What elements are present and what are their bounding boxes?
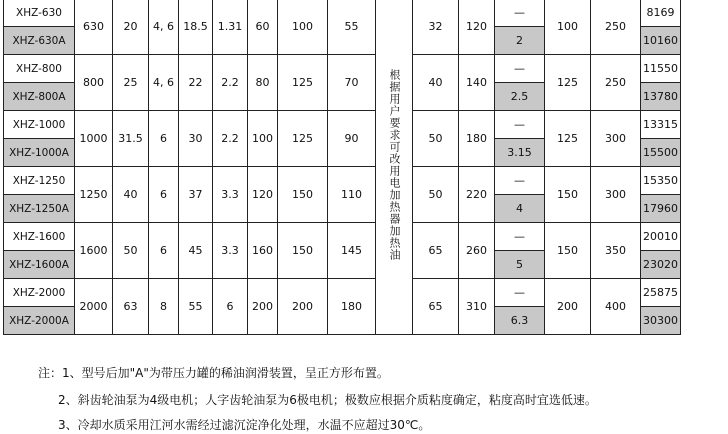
value-cell: 40 — [413, 55, 459, 111]
note-line: 注：1、型号后加"A"为带压力罐的稀油润滑装置，呈正方形布置。 — [38, 366, 389, 380]
value-cell: 110 — [328, 167, 376, 223]
value-cell: 220 — [459, 167, 495, 223]
model-cell: XHZ-1000A — [4, 139, 75, 167]
model-cell: XHZ-630A — [4, 27, 75, 55]
value-cell: 1000 — [75, 111, 113, 167]
value-cell: 310 — [459, 279, 495, 335]
value-cell: 6.3 — [495, 307, 545, 335]
table-row — [4, 223, 681, 251]
value-cell: 25 — [113, 55, 149, 111]
table-row — [4, 55, 681, 83]
value-cell: 65 — [413, 279, 459, 335]
value-cell: 120 — [248, 167, 278, 223]
value-cell: 1600 — [75, 223, 113, 279]
weight-cell: 15500 — [641, 139, 681, 167]
value-cell: 22 — [179, 55, 213, 111]
value-cell: — — [495, 55, 545, 83]
value-cell: — — [495, 111, 545, 139]
value-cell: 90 — [328, 111, 376, 167]
value-cell: 160 — [248, 223, 278, 279]
side-note-text: 根据用户要求可改用电加热器加热油 — [388, 69, 401, 261]
value-cell: 120 — [459, 0, 495, 55]
value-cell: 4, 6 — [149, 55, 179, 111]
value-cell: 260 — [459, 223, 495, 279]
value-cell: 150 — [545, 223, 591, 279]
weight-cell: 13780 — [641, 83, 681, 111]
value-cell: 150 — [545, 167, 591, 223]
value-cell: 125 — [545, 111, 591, 167]
value-cell: 18.5 — [179, 0, 213, 55]
model-cell: XHZ-1000 — [4, 111, 75, 139]
value-cell: 40 — [113, 167, 149, 223]
value-cell: 800 — [75, 55, 113, 111]
value-cell: 4, 6 — [149, 0, 179, 55]
value-cell: 150 — [278, 167, 328, 223]
value-cell: 70 — [328, 55, 376, 111]
value-cell: 200 — [545, 279, 591, 335]
value-cell: 125 — [545, 55, 591, 111]
value-cell: 2000 — [75, 279, 113, 335]
value-cell: 2.5 — [495, 83, 545, 111]
spec-table — [3, 0, 681, 335]
value-cell: 100 — [545, 0, 591, 55]
value-cell: 3.3 — [213, 167, 248, 223]
value-cell: 45 — [179, 223, 213, 279]
value-cell: 300 — [591, 167, 641, 223]
value-cell: 55 — [179, 279, 213, 335]
value-cell: 6 — [213, 279, 248, 335]
value-cell: 125 — [278, 111, 328, 167]
value-cell: 2 — [495, 27, 545, 55]
weight-cell: 10160 — [641, 27, 681, 55]
value-cell: 32 — [413, 0, 459, 55]
value-cell: 2.2 — [213, 55, 248, 111]
value-cell: 50 — [113, 223, 149, 279]
value-cell: 6 — [149, 223, 179, 279]
value-cell: 250 — [591, 55, 641, 111]
model-cell: XHZ-2000A — [4, 307, 75, 335]
value-cell: — — [495, 223, 545, 251]
side-note-cell — [376, 0, 413, 335]
model-cell: XHZ-1600A — [4, 251, 75, 279]
value-cell: 100 — [248, 111, 278, 167]
value-cell: 2.2 — [213, 111, 248, 167]
model-cell: XHZ-1600 — [4, 223, 75, 251]
value-cell: 55 — [328, 0, 376, 55]
value-cell: 65 — [413, 223, 459, 279]
value-cell: 5 — [495, 251, 545, 279]
value-cell: 180 — [328, 279, 376, 335]
weight-cell: 25875 — [641, 279, 681, 307]
value-cell: 1250 — [75, 167, 113, 223]
value-cell: 200 — [248, 279, 278, 335]
value-cell: 8 — [149, 279, 179, 335]
model-cell: XHZ-1250 — [4, 167, 75, 195]
value-cell: 4 — [495, 195, 545, 223]
value-cell: 1.31 — [213, 0, 248, 55]
weight-cell: 8169 — [641, 0, 681, 27]
weight-cell: 30300 — [641, 307, 681, 335]
model-cell: XHZ-800 — [4, 55, 75, 83]
value-cell: — — [495, 167, 545, 195]
model-cell: XHZ-1250A — [4, 195, 75, 223]
value-cell: 145 — [328, 223, 376, 279]
note-line: 3、冷却水质采用江河水需经过滤沉淀净化处理，水温不应超过30℃。 — [58, 418, 431, 432]
value-cell: 50 — [413, 111, 459, 167]
value-cell: 30 — [179, 111, 213, 167]
weight-cell: 23020 — [641, 251, 681, 279]
value-cell: 63 — [113, 279, 149, 335]
value-cell: 37 — [179, 167, 213, 223]
value-cell: 50 — [413, 167, 459, 223]
value-cell: 6 — [149, 167, 179, 223]
table-row — [4, 111, 681, 139]
weight-cell: 11550 — [641, 55, 681, 83]
value-cell: 3.15 — [495, 139, 545, 167]
value-cell: 140 — [459, 55, 495, 111]
value-cell: 6 — [149, 111, 179, 167]
value-cell: 20 — [113, 0, 149, 55]
value-cell: 200 — [278, 279, 328, 335]
table-row — [4, 279, 681, 307]
value-cell: 250 — [591, 0, 641, 55]
value-cell: — — [495, 0, 545, 27]
model-cell: XHZ-800A — [4, 83, 75, 111]
note-line: 2、斜齿轮油泵为4级电机；人字齿轮油泵为6极电机；极数应根据介质粘度确定，粘度高时宜选低速。 — [58, 393, 597, 407]
weight-cell: 13315 — [641, 111, 681, 139]
value-cell: 125 — [278, 55, 328, 111]
weight-cell: 15350 — [641, 167, 681, 195]
weight-cell: 20010 — [641, 223, 681, 251]
value-cell: 100 — [278, 0, 328, 55]
value-cell: 630 — [75, 0, 113, 55]
value-cell: 180 — [459, 111, 495, 167]
value-cell: 3.3 — [213, 223, 248, 279]
value-cell: 300 — [591, 111, 641, 167]
value-cell: 31.5 — [113, 111, 149, 167]
model-cell: XHZ-630 — [4, 0, 75, 27]
value-cell: 400 — [591, 279, 641, 335]
value-cell: 150 — [278, 223, 328, 279]
value-cell: 60 — [248, 0, 278, 55]
value-cell: 80 — [248, 55, 278, 111]
value-cell: — — [495, 279, 545, 307]
model-cell: XHZ-2000 — [4, 279, 75, 307]
weight-cell: 17960 — [641, 195, 681, 223]
table-row — [4, 167, 681, 195]
value-cell: 350 — [591, 223, 641, 279]
table-row — [4, 0, 681, 27]
